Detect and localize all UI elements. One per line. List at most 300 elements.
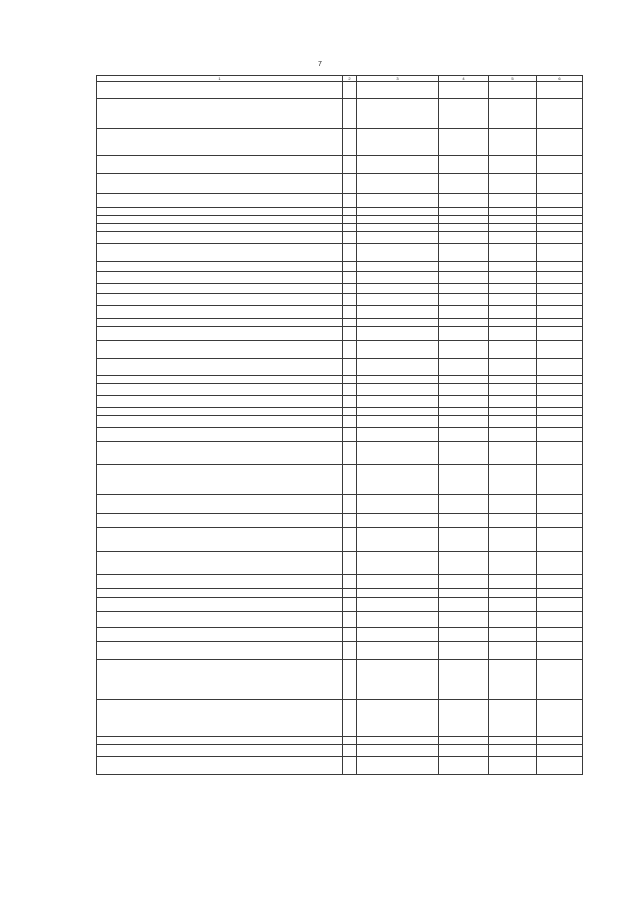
row-description [97, 174, 343, 194]
row-description [97, 384, 343, 396]
table-row [97, 244, 583, 262]
row-description [97, 376, 343, 384]
row-value-remaining [537, 294, 583, 306]
row-value-remaining [537, 442, 583, 465]
row-value-executed [489, 129, 537, 156]
row-code [343, 384, 357, 396]
row-value-remaining [537, 628, 583, 642]
row-value-remaining [537, 552, 583, 575]
row-value-approved [439, 642, 489, 660]
row-code [343, 244, 357, 262]
row-description [97, 416, 343, 428]
row-description [97, 232, 343, 244]
row-value-executed [489, 465, 537, 495]
row-value-executed [489, 428, 537, 442]
row-budget-code [357, 194, 439, 208]
row-budget-code [357, 575, 439, 589]
row-description [97, 341, 343, 359]
row-value-approved [439, 319, 489, 327]
row-budget-code [357, 244, 439, 262]
row-budget-code [357, 552, 439, 575]
table-row [97, 552, 583, 575]
row-budget-code [357, 408, 439, 416]
table-row [97, 129, 583, 156]
row-value-approved [439, 700, 489, 737]
row-value-remaining [537, 327, 583, 341]
table-row [97, 465, 583, 495]
row-value-remaining [537, 216, 583, 224]
table-row [97, 327, 583, 341]
column-number-4: 4 [439, 76, 489, 82]
row-budget-code [357, 262, 439, 272]
row-value-executed [489, 552, 537, 575]
row-code [343, 589, 357, 598]
row-budget-code [357, 99, 439, 129]
row-value-approved [439, 284, 489, 294]
row-code [343, 528, 357, 552]
row-value-remaining [537, 341, 583, 359]
row-value-remaining [537, 396, 583, 408]
row-budget-code [357, 272, 439, 284]
row-code [343, 129, 357, 156]
row-value-remaining [537, 194, 583, 208]
row-value-executed [489, 216, 537, 224]
row-description [97, 224, 343, 232]
row-value-remaining [537, 129, 583, 156]
row-budget-code [357, 327, 439, 341]
table-row [97, 359, 583, 376]
row-value-approved [439, 99, 489, 129]
row-code [343, 495, 357, 514]
row-description [97, 216, 343, 224]
row-value-approved [439, 306, 489, 319]
table-row [97, 156, 583, 174]
row-description [97, 495, 343, 514]
row-budget-code [357, 428, 439, 442]
table-row [97, 232, 583, 244]
table-row [97, 575, 583, 589]
row-value-executed [489, 745, 537, 757]
row-description [97, 700, 343, 737]
row-value-approved [439, 341, 489, 359]
table-row [97, 737, 583, 745]
row-value-approved [439, 575, 489, 589]
row-description [97, 442, 343, 465]
row-description [97, 129, 343, 156]
row-value-executed [489, 244, 537, 262]
row-value-approved [439, 194, 489, 208]
row-budget-code [357, 294, 439, 306]
row-value-approved [439, 408, 489, 416]
table-row [97, 319, 583, 327]
row-value-approved [439, 232, 489, 244]
table-row [97, 208, 583, 216]
row-value-remaining [537, 428, 583, 442]
table-row [97, 612, 583, 628]
row-value-approved [439, 129, 489, 156]
row-value-remaining [537, 660, 583, 700]
row-value-executed [489, 757, 537, 775]
table-row [97, 284, 583, 294]
row-description [97, 99, 343, 129]
row-value-executed [489, 174, 537, 194]
row-description [97, 327, 343, 341]
row-value-remaining [537, 745, 583, 757]
row-budget-code [357, 495, 439, 514]
row-value-approved [439, 384, 489, 396]
row-description [97, 575, 343, 589]
row-value-remaining [537, 306, 583, 319]
table-row [97, 745, 583, 757]
row-value-remaining [537, 642, 583, 660]
row-description [97, 262, 343, 272]
row-budget-code [357, 284, 439, 294]
row-value-executed [489, 514, 537, 528]
row-code [343, 628, 357, 642]
row-code [343, 552, 357, 575]
row-budget-code [357, 341, 439, 359]
table-row [97, 589, 583, 598]
row-description [97, 359, 343, 376]
row-value-approved [439, 628, 489, 642]
row-value-approved [439, 244, 489, 262]
row-budget-code [357, 359, 439, 376]
row-code [343, 465, 357, 495]
row-description [97, 737, 343, 745]
table-row [97, 341, 583, 359]
row-code [343, 359, 357, 376]
table-row [97, 294, 583, 306]
row-value-approved [439, 612, 489, 628]
row-value-approved [439, 495, 489, 514]
row-value-executed [489, 359, 537, 376]
row-value-remaining [537, 598, 583, 612]
row-budget-code [357, 216, 439, 224]
row-value-remaining [537, 284, 583, 294]
table-row [97, 224, 583, 232]
row-value-executed [489, 408, 537, 416]
row-value-approved [439, 514, 489, 528]
row-code [343, 174, 357, 194]
row-value-approved [439, 428, 489, 442]
row-value-approved [439, 737, 489, 745]
row-budget-code [357, 757, 439, 775]
row-description [97, 284, 343, 294]
row-value-remaining [537, 232, 583, 244]
row-budget-code [357, 589, 439, 598]
row-value-approved [439, 327, 489, 341]
row-budget-code [357, 628, 439, 642]
row-value-approved [439, 396, 489, 408]
table-row [97, 428, 583, 442]
row-value-executed [489, 442, 537, 465]
row-value-executed [489, 99, 537, 129]
row-code [343, 284, 357, 294]
table-row [97, 628, 583, 642]
row-value-executed [489, 528, 537, 552]
row-code [343, 745, 357, 757]
row-budget-code [357, 416, 439, 428]
row-description [97, 628, 343, 642]
row-code [343, 642, 357, 660]
row-budget-code [357, 642, 439, 660]
table-row [97, 416, 583, 428]
row-value-remaining [537, 408, 583, 416]
row-value-remaining [537, 528, 583, 552]
row-value-remaining [537, 272, 583, 284]
page-number: 7 [318, 61, 322, 68]
table-row [97, 408, 583, 416]
row-value-executed [489, 700, 537, 737]
row-value-executed [489, 224, 537, 232]
row-value-approved [439, 416, 489, 428]
row-code [343, 82, 357, 99]
row-budget-code [357, 514, 439, 528]
row-code [343, 216, 357, 224]
row-value-approved [439, 262, 489, 272]
row-value-executed [489, 642, 537, 660]
row-description [97, 642, 343, 660]
row-value-remaining [537, 757, 583, 775]
row-budget-code [357, 700, 439, 737]
row-budget-code [357, 224, 439, 232]
row-value-remaining [537, 156, 583, 174]
row-budget-code [357, 465, 439, 495]
row-value-remaining [537, 589, 583, 598]
row-value-executed [489, 589, 537, 598]
row-description [97, 514, 343, 528]
row-budget-code [357, 156, 439, 174]
row-description [97, 660, 343, 700]
row-value-executed [489, 208, 537, 216]
table-row [97, 514, 583, 528]
row-budget-code [357, 174, 439, 194]
row-code [343, 156, 357, 174]
row-budget-code [357, 396, 439, 408]
row-code [343, 396, 357, 408]
row-description [97, 757, 343, 775]
row-value-approved [439, 216, 489, 224]
row-value-remaining [537, 262, 583, 272]
row-value-executed [489, 396, 537, 408]
column-number-3: 3 [357, 76, 439, 82]
row-description [97, 82, 343, 99]
row-value-executed [489, 294, 537, 306]
row-code [343, 612, 357, 628]
row-description [97, 612, 343, 628]
table-row [97, 528, 583, 552]
row-code [343, 272, 357, 284]
row-value-approved [439, 294, 489, 306]
row-description [97, 306, 343, 319]
row-value-remaining [537, 174, 583, 194]
column-number-1: 1 [97, 76, 343, 82]
row-code [343, 327, 357, 341]
table-row [97, 642, 583, 660]
row-value-approved [439, 598, 489, 612]
row-value-remaining [537, 376, 583, 384]
row-value-remaining [537, 465, 583, 495]
row-value-approved [439, 465, 489, 495]
table-row [97, 272, 583, 284]
row-code [343, 428, 357, 442]
row-value-approved [439, 589, 489, 598]
row-budget-code [357, 319, 439, 327]
table-row [97, 396, 583, 408]
row-value-executed [489, 612, 537, 628]
row-value-remaining [537, 208, 583, 216]
row-description [97, 396, 343, 408]
table-row [97, 442, 583, 465]
row-description [97, 589, 343, 598]
row-value-approved [439, 757, 489, 775]
row-value-executed [489, 660, 537, 700]
row-value-remaining [537, 737, 583, 745]
row-budget-code [357, 82, 439, 99]
row-code [343, 294, 357, 306]
row-value-approved [439, 552, 489, 575]
row-code [343, 224, 357, 232]
row-value-approved [439, 174, 489, 194]
row-value-remaining [537, 99, 583, 129]
row-value-approved [439, 376, 489, 384]
row-value-approved [439, 208, 489, 216]
row-description [97, 244, 343, 262]
row-value-executed [489, 384, 537, 396]
row-budget-code [357, 129, 439, 156]
row-code [343, 208, 357, 216]
row-description [97, 208, 343, 216]
row-code [343, 262, 357, 272]
table-row [97, 99, 583, 129]
row-code [343, 757, 357, 775]
table-row [97, 700, 583, 737]
row-value-executed [489, 262, 537, 272]
row-description [97, 272, 343, 284]
row-description [97, 745, 343, 757]
row-description [97, 552, 343, 575]
column-number-2: 2 [343, 76, 357, 82]
row-value-remaining [537, 224, 583, 232]
row-description [97, 428, 343, 442]
row-code [343, 376, 357, 384]
table-row [97, 495, 583, 514]
row-value-executed [489, 628, 537, 642]
row-code [343, 306, 357, 319]
row-value-executed [489, 319, 537, 327]
row-budget-code [357, 528, 439, 552]
row-budget-code [357, 598, 439, 612]
row-value-executed [489, 232, 537, 244]
row-budget-code [357, 376, 439, 384]
row-budget-code [357, 737, 439, 745]
table-row [97, 262, 583, 272]
row-code [343, 408, 357, 416]
table-row [97, 306, 583, 319]
table-row [97, 598, 583, 612]
row-value-approved [439, 224, 489, 232]
row-value-executed [489, 327, 537, 341]
row-value-remaining [537, 514, 583, 528]
row-code [343, 416, 357, 428]
table-row [97, 376, 583, 384]
row-budget-code [357, 208, 439, 216]
column-number-6: 6 [537, 76, 583, 82]
table-row [97, 660, 583, 700]
row-budget-code [357, 232, 439, 244]
table-row [97, 757, 583, 775]
row-code [343, 598, 357, 612]
row-description [97, 528, 343, 552]
row-code [343, 99, 357, 129]
row-budget-code [357, 442, 439, 465]
row-value-approved [439, 442, 489, 465]
row-budget-code [357, 612, 439, 628]
row-code [343, 700, 357, 737]
row-value-approved [439, 660, 489, 700]
row-code [343, 660, 357, 700]
row-value-approved [439, 745, 489, 757]
row-value-remaining [537, 359, 583, 376]
row-value-approved [439, 156, 489, 174]
row-value-approved [439, 359, 489, 376]
table-row [97, 216, 583, 224]
table-row [97, 384, 583, 396]
row-budget-code [357, 660, 439, 700]
row-budget-code [357, 384, 439, 396]
column-number-5: 5 [489, 76, 537, 82]
row-value-remaining [537, 700, 583, 737]
row-code [343, 194, 357, 208]
row-value-remaining [537, 82, 583, 99]
row-value-executed [489, 194, 537, 208]
row-value-approved [439, 272, 489, 284]
row-code [343, 319, 357, 327]
row-value-remaining [537, 416, 583, 428]
row-value-executed [489, 306, 537, 319]
row-description [97, 156, 343, 174]
row-description [97, 319, 343, 327]
row-description [97, 194, 343, 208]
row-value-executed [489, 82, 537, 99]
row-value-executed [489, 284, 537, 294]
row-value-approved [439, 82, 489, 99]
row-value-remaining [537, 495, 583, 514]
report-table [96, 75, 583, 775]
row-code [343, 232, 357, 244]
row-value-executed [489, 376, 537, 384]
row-code [343, 442, 357, 465]
row-value-executed [489, 416, 537, 428]
row-budget-code [357, 745, 439, 757]
row-description [97, 294, 343, 306]
row-code [343, 514, 357, 528]
row-value-executed [489, 575, 537, 589]
row-code [343, 341, 357, 359]
row-description [97, 465, 343, 495]
row-budget-code [357, 306, 439, 319]
row-description [97, 598, 343, 612]
row-value-remaining [537, 244, 583, 262]
row-value-executed [489, 737, 537, 745]
row-value-remaining [537, 319, 583, 327]
row-value-executed [489, 272, 537, 284]
row-value-executed [489, 156, 537, 174]
row-value-approved [439, 528, 489, 552]
table-row [97, 174, 583, 194]
row-value-remaining [537, 612, 583, 628]
table-row [97, 194, 583, 208]
